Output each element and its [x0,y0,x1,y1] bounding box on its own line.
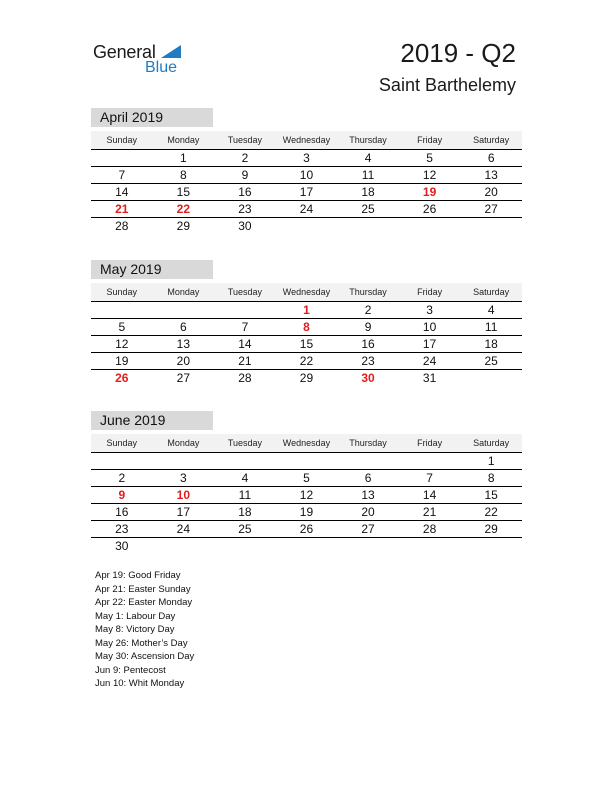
day-cell: 27 [176,371,191,385]
day-cell: 20 [176,354,191,368]
day-cell: 11 [361,168,375,182]
week-row [91,184,522,201]
weekday-label: Wednesday [282,287,331,297]
weekday-label: Thursday [349,438,387,448]
day-cell [214,453,276,469]
day-cell: 18 [238,505,252,519]
day-cell [91,150,153,166]
week-row [91,370,522,387]
holiday-note: Apr 22: Easter Monday [95,597,193,608]
day-cell: 3 [426,303,433,317]
week-row [91,504,522,521]
day-cell: 8 [487,471,495,485]
day-cell: 2 [241,151,249,165]
day-cell: 6 [487,151,495,165]
day-cell: 24 [422,354,437,368]
weekday-label: Friday [417,438,443,448]
day-cell [337,218,399,235]
week-row [91,150,522,167]
week-row [91,167,522,184]
month-calendar [91,108,522,235]
day-cell: 4 [241,471,249,485]
day-cell [276,538,338,555]
day-cell: 13 [176,337,191,351]
holiday-note: May 30: Ascension Day [95,651,195,662]
day-cell: 5 [426,151,433,165]
day-cell: 20 [361,505,375,519]
day-cell: 26 [299,522,314,536]
week-row [91,353,522,370]
week-row [91,302,522,319]
week-row [91,487,522,504]
day-cell: 11 [238,488,252,502]
day-cell: 14 [238,337,252,351]
day-cell: 7 [118,168,126,182]
week-row [91,201,522,218]
day-cell: 10 [299,168,314,182]
day-cell: 27 [484,202,498,216]
day-cell: 2 [364,303,372,317]
day-cell: 16 [238,185,252,199]
day-cell: 9 [364,320,372,334]
day-cell [337,538,399,555]
day-cell: 28 [238,371,252,385]
day-cell: 19 [115,354,129,368]
day-cell: 23 [238,202,252,216]
day-cell: 5 [118,320,126,334]
weekday-label: Saturday [473,135,510,145]
week-row [91,319,522,336]
holiday-day-cell: 26 [115,371,129,385]
day-cell: 23 [115,522,129,536]
holiday-day-cell: 9 [118,488,126,502]
holiday-note: Jun 10: Whit Monday [95,678,185,689]
day-cell: 13 [361,488,375,502]
day-cell: 15 [176,185,191,199]
weekday-header-row [91,131,522,150]
weekday-label: Friday [417,287,443,297]
day-cell: 6 [364,471,372,485]
holiday-note: Apr 19: Good Friday [95,570,181,581]
day-cell: 15 [484,488,498,502]
day-cell: 22 [299,354,314,368]
day-cell [91,302,153,318]
day-cell: 3 [180,471,187,485]
week-row [91,218,522,235]
day-cell: 29 [484,522,498,536]
day-cell [153,453,215,469]
day-cell: 12 [299,488,314,502]
weekday-label: Wednesday [282,438,331,448]
holiday-day-cell: 8 [303,320,310,334]
logo [93,40,193,80]
holiday-note: Apr 21: Easter Sunday [95,583,191,595]
day-cell [153,538,215,555]
day-cell: 23 [361,354,375,368]
day-cell: 21 [422,505,437,519]
day-cell: 8 [180,168,187,182]
day-cell: 25 [361,202,375,216]
day-cell: 7 [426,471,433,485]
day-cell [399,538,461,555]
day-cell: 19 [299,505,314,519]
weekday-label: Sunday [106,135,138,145]
day-cell: 28 [422,522,437,536]
weekday-label: Monday [167,287,200,297]
month-calendar [91,260,522,387]
weekday-label: Thursday [349,135,387,145]
day-cell: 17 [299,185,314,199]
weekday-header-row [91,434,522,453]
day-cell [153,302,215,318]
weekday-label: Friday [417,135,443,145]
day-cell: 12 [422,168,437,182]
day-cell [214,538,276,555]
month-title: June 2019 [91,411,213,430]
day-cell: 26 [422,202,437,216]
day-cell: 21 [238,354,252,368]
day-cell: 24 [299,202,314,216]
day-cell: 9 [241,168,249,182]
day-cell [460,218,522,235]
holiday-day-cell: 22 [176,202,191,216]
weekday-label: Tuesday [227,287,262,297]
page-subtitle: Saint Barthelemy [378,75,516,95]
holiday-note: May 8: Victory Day [95,624,175,635]
day-cell: 18 [484,337,498,351]
holiday-day-cell: 10 [176,488,191,502]
day-cell: 7 [241,320,249,334]
day-cell: 30 [238,219,252,233]
day-cell: 4 [487,303,495,317]
day-cell: 5 [303,471,310,485]
day-cell: 11 [484,320,498,334]
month-title: May 2019 [91,260,213,279]
day-cell: 2 [118,471,126,485]
weekday-label: Thursday [349,287,387,297]
day-cell: 29 [299,371,314,385]
weekday-label: Monday [167,135,200,145]
holiday-day-cell: 1 [303,303,310,317]
day-cell: 13 [484,168,498,182]
weekday-label: Saturday [473,438,510,448]
month-calendar [91,411,522,555]
week-row [91,470,522,487]
day-cell: 25 [484,354,498,368]
day-cell: 17 [422,337,437,351]
day-cell: 28 [115,219,129,233]
day-cell: 14 [115,185,129,199]
weekday-label: Wednesday [282,135,331,145]
day-cell: 14 [422,488,437,502]
logo-blue-text: Blue [145,59,178,76]
day-cell: 31 [422,371,437,385]
day-cell [214,302,276,318]
weekday-label: Tuesday [227,438,262,448]
day-cell: 22 [484,505,498,519]
weekday-label: Tuesday [227,135,262,145]
day-cell: 24 [176,522,191,536]
holiday-day-cell: 19 [422,185,437,199]
day-cell: 1 [487,454,495,468]
holiday-note: Jun 9: Pentecost [95,664,166,676]
day-cell: 17 [176,505,191,519]
week-row [91,336,522,353]
day-cell [460,538,522,555]
page-title: 2019 - Q2 [400,38,516,68]
weekday-label: Monday [167,438,200,448]
day-cell [337,453,399,469]
day-cell [399,453,461,469]
day-cell: 16 [361,337,375,351]
day-cell: 20 [484,185,498,199]
day-cell: 16 [115,505,129,519]
holiday-note: May 1: Labour Day [95,610,176,622]
week-row [91,453,522,470]
weekday-label: Saturday [473,287,510,297]
day-cell: 15 [299,337,314,351]
holiday-day-cell: 30 [361,371,375,385]
week-row [91,521,522,538]
weekday-label: Sunday [106,287,138,297]
holiday-note: May 26: Mother’s Day [95,637,188,649]
holiday-day-cell: 21 [115,202,129,216]
day-cell: 3 [303,151,310,165]
day-cell: 29 [176,219,191,233]
holiday-notes [95,569,194,691]
day-cell [276,218,338,235]
day-cell: 30 [115,539,129,553]
day-cell: 25 [238,522,252,536]
month-title: April 2019 [91,108,213,127]
week-row [91,538,522,555]
day-cell: 27 [361,522,375,536]
logo-triangle-icon [161,45,181,58]
day-cell: 12 [115,337,129,351]
day-cell: 6 [180,320,187,334]
day-cell [460,370,522,387]
day-cell [399,218,461,235]
day-cell: 18 [361,185,375,199]
weekday-header-row [91,283,522,302]
day-cell [91,453,153,469]
day-cell: 1 [180,151,187,165]
day-cell [276,453,338,469]
logo-general-text: General [93,42,156,62]
day-cell: 10 [422,320,437,334]
weekday-label: Sunday [106,438,138,448]
day-cell: 4 [364,151,372,165]
